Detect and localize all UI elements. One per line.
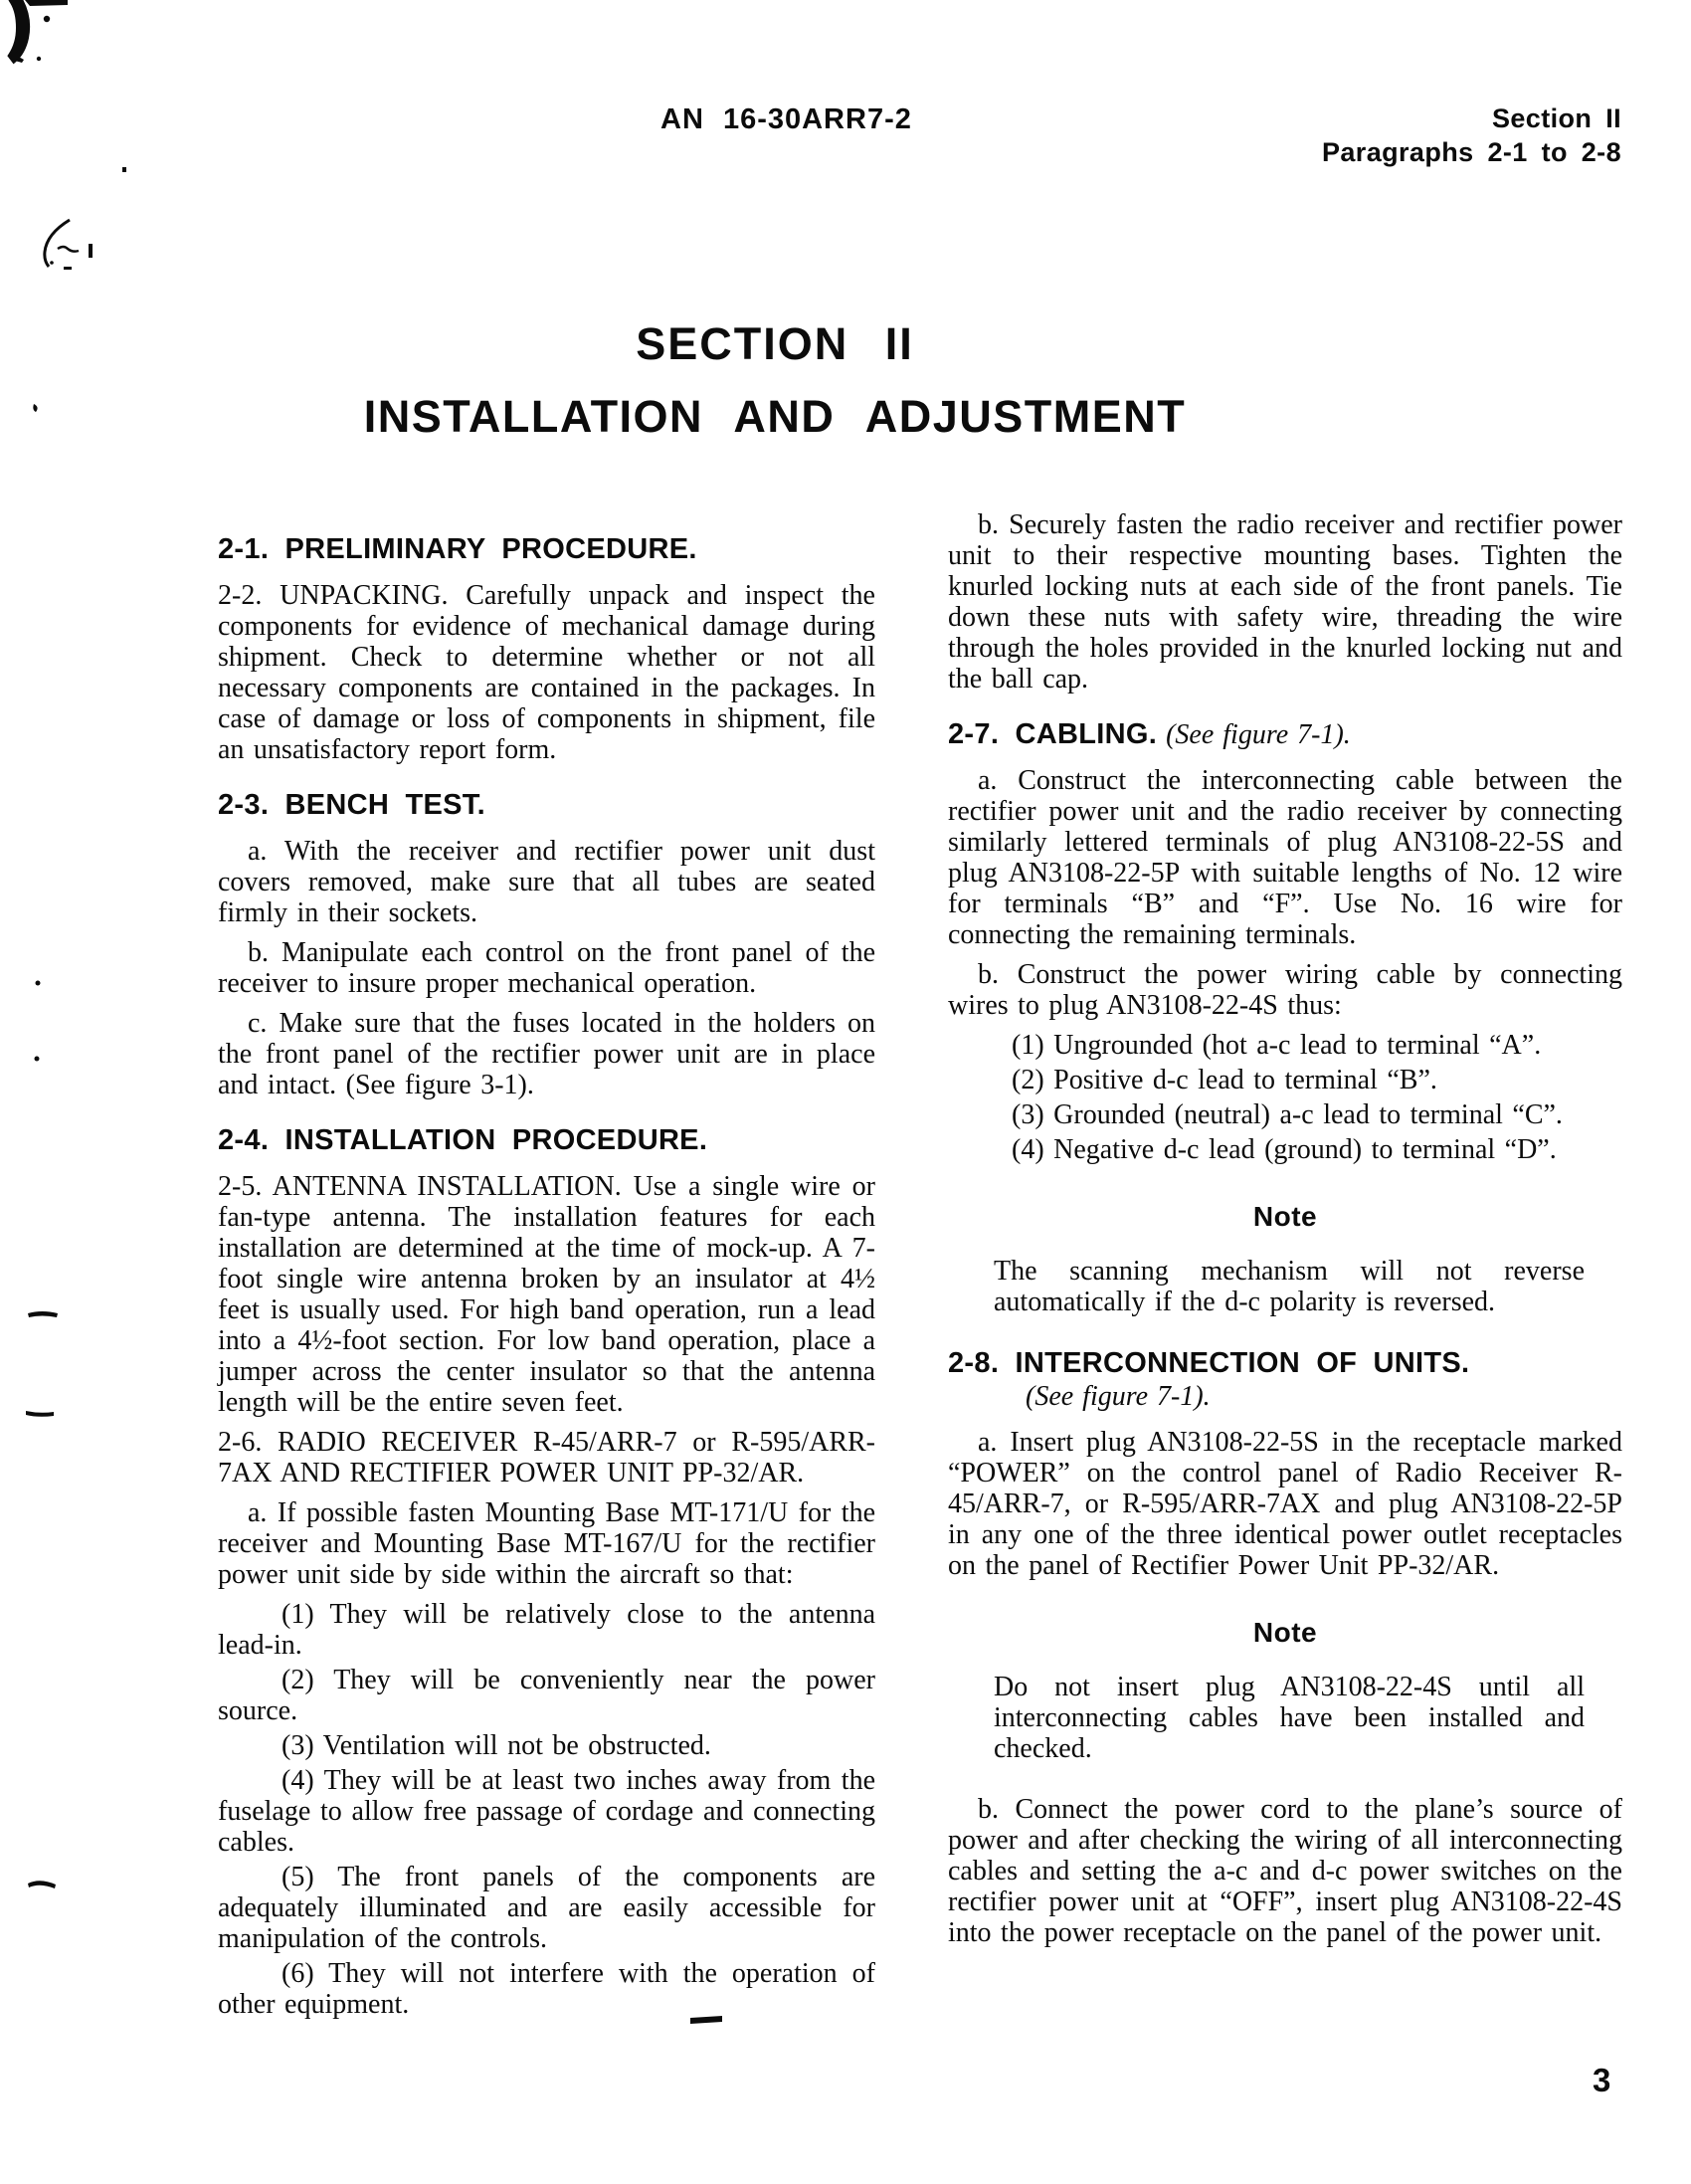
body-paragraph: b. Connect the power cord to the plane’s source of power and after checking the wiring of all interconnecting cables and setting the a-c and d-c power switches on the rectifier power unit at “OFF”, insert plug AN3108-22-4S into the power receptacle on the panel of the power unit. — [948, 1794, 1622, 1948]
scan-artifact — [64, 267, 72, 270]
body-paragraph: (2) They will be conveniently near the power source. — [218, 1665, 875, 1726]
body-paragraph: (4) Negative d-c lead (ground) to terminal “D”. — [1012, 1134, 1557, 1165]
note-paragraph: Do not insert plug AN3108-22-4S until all interconnecting cables have been installed and checked. — [994, 1672, 1585, 1764]
right-column — [948, 509, 1622, 2024]
body-paragraph: a. With the receiver and rectifier power unit dust covers removed, make sure that all tubes are seated firmly in their sockets. — [218, 836, 875, 928]
scan-artifact — [58, 247, 79, 252]
scan-artifact — [28, 1311, 58, 1317]
scan-artifact — [12, 57, 24, 63]
header-right-block — [1322, 101, 1621, 169]
header-section-label: Section II — [1491, 103, 1621, 133]
scan-artifact — [33, 404, 37, 412]
section-heading-text: 2-4. INSTALLATION PROCEDURE. — [218, 1124, 708, 1156]
body-paragraph: (1) They will be relatively close to the antenna lead-in. — [218, 1599, 875, 1661]
body-paragraph: (1) Ungrounded (hot a-c lead to terminal “A”. — [1012, 1030, 1542, 1061]
section-heading — [218, 1124, 875, 1157]
section-heading — [218, 533, 875, 566]
body-paragraph: 2-5. ANTENNA INSTALLATION. Use a single wire or fan-type antenna. The installation features for each installation are determined at the time of mock-up. A 7-foot single wire antenna broken by an insulator at 4½ feet is usually used. For high band operation, run a lead into a 4½-foot section. For low band operation, place a jumper across the center insulator so that the antenna length will be the entire seven feet. — [218, 1171, 875, 1418]
scan-artifact — [35, 1057, 40, 1062]
scan-artifact — [44, 16, 50, 22]
note-paragraph: The scanning mechanism will not reverse automatically if the d-c polarity is reversed. — [994, 1256, 1585, 1317]
section-title — [364, 318, 1186, 443]
section-heading — [218, 789, 875, 822]
body-paragraph: c. Make sure that the fuses located in the holders on the front panel of the rectifier power unit are in place and intact. (See figure 3-1). — [218, 1008, 875, 1100]
scan-artifact — [50, 261, 54, 265]
body-paragraph: b. Construct the power wiring cable by connecting wires to plug AN3108-22-4S thus: — [948, 959, 1622, 1021]
section-title-line2: INSTALLATION AND ADJUSTMENT — [363, 391, 1187, 442]
section-title-line1: SECTION II — [636, 318, 914, 369]
body-paragraph: 2-6. RADIO RECEIVER R-45/ARR-7 or R-595/ARR-7AX AND RECTIFIER POWER UNIT PP-32/AR. — [218, 1427, 875, 1489]
body-columns — [218, 509, 1622, 2024]
body-paragraph: a. If possible fasten Mounting Base MT-171/U for the receiver and Mounting Base MT-167/U for the rectifier power unit side by side within the aircraft so that: — [218, 1497, 875, 1590]
body-paragraph: b. Manipulate each control on the front panel of the receiver to insure proper mechanical operation. — [218, 937, 875, 999]
section-heading-text: 2-3. BENCH TEST. — [218, 789, 485, 821]
body-paragraph: b. Securely fasten the radio receiver and rectifier power unit to their respective mounting bases. Tighten the knurled locking nuts at each side of the front panels. Tie down these nuts with safety wire, threading the wire through the holes provided in the knurled locking nut and the ball cap. — [948, 509, 1622, 695]
body-paragraph: a. Insert plug AN3108-22-5S in the receptacle marked “POWER” on the control panel of Radio Receiver R-45/ARR-7, or R-595/ARR-7AX and plug AN3108-22-5P in any one of the three identical power outlet receptacles on the panel of Rectifier Power Unit PP-32/AR. — [948, 1427, 1622, 1581]
body-paragraph: 2-2. UNPACKING. Carefully unpack and inspect the components for evidence of mechanical damage during shipment. Check to determine whether or not all necessary components are contained in the packages. In case of damage or loss of components in shipment, file an unsatisfactory report form. — [218, 580, 875, 765]
body-paragraph: (5) The front panels of the components are adequately illuminated and are easily accessible for manipulation of the controls. — [218, 1862, 875, 1954]
document-number: AN 16-30ARR7-2 — [660, 103, 912, 135]
scan-artifact — [89, 244, 93, 258]
section-heading — [948, 718, 1622, 751]
note-heading: Note — [1252, 1617, 1318, 1648]
figure-reference: (See figure 7-1). — [1026, 1381, 1211, 1412]
header-paragraphs-label: Paragraphs 2-1 to 2-8 — [1321, 137, 1621, 167]
body-paragraph: (3) Grounded (neutral) a-c lead to terminal “C”. — [1012, 1099, 1563, 1130]
body-paragraph: a. Construct the interconnecting cable between the rectifier power unit and the radio receiver by connecting similarly lettered terminals of plug AN3108-22-5S and plug AN3108-22-5P with suitable lengths of No. 12 wire for terminals “B” and “F”. Use No. 16 wire for connecting the remaining terminals. — [948, 765, 1622, 950]
scan-artifact — [25, 0, 68, 6]
section-heading-text: 2-1. PRELIMINARY PROCEDURE. — [218, 533, 697, 565]
left-column — [218, 509, 875, 2024]
body-paragraph: (2) Positive d-c lead to terminal “B”. — [1012, 1065, 1437, 1095]
section-heading — [948, 1347, 1622, 1413]
scan-artifact — [11, 0, 27, 60]
section-heading-text: 2-8. INTERCONNECTION OF UNITS. — [948, 1347, 1470, 1379]
body-paragraph: (3) Ventilation will not be obstructed. — [282, 1730, 711, 1761]
body-paragraph: (4) They will be at least two inches away from the fuselage to allow free passage of cordage and connecting cables. — [218, 1765, 875, 1858]
scan-artifact — [37, 57, 41, 61]
scan-artifact — [26, 1411, 54, 1417]
scan-artifact — [36, 981, 41, 986]
scan-artifact — [45, 220, 70, 267]
section-heading-text: 2-7. CABLING. — [948, 718, 1158, 750]
note-heading: Note — [1252, 1201, 1318, 1232]
figure-reference: (See figure 7-1). — [1157, 719, 1351, 750]
page-number: 3 — [1593, 2062, 1611, 2098]
scan-artifact — [122, 167, 126, 172]
scan-artifact — [28, 1881, 56, 1888]
body-paragraph: (6) They will not interfere with the operation of other equipment. — [218, 1958, 875, 2020]
